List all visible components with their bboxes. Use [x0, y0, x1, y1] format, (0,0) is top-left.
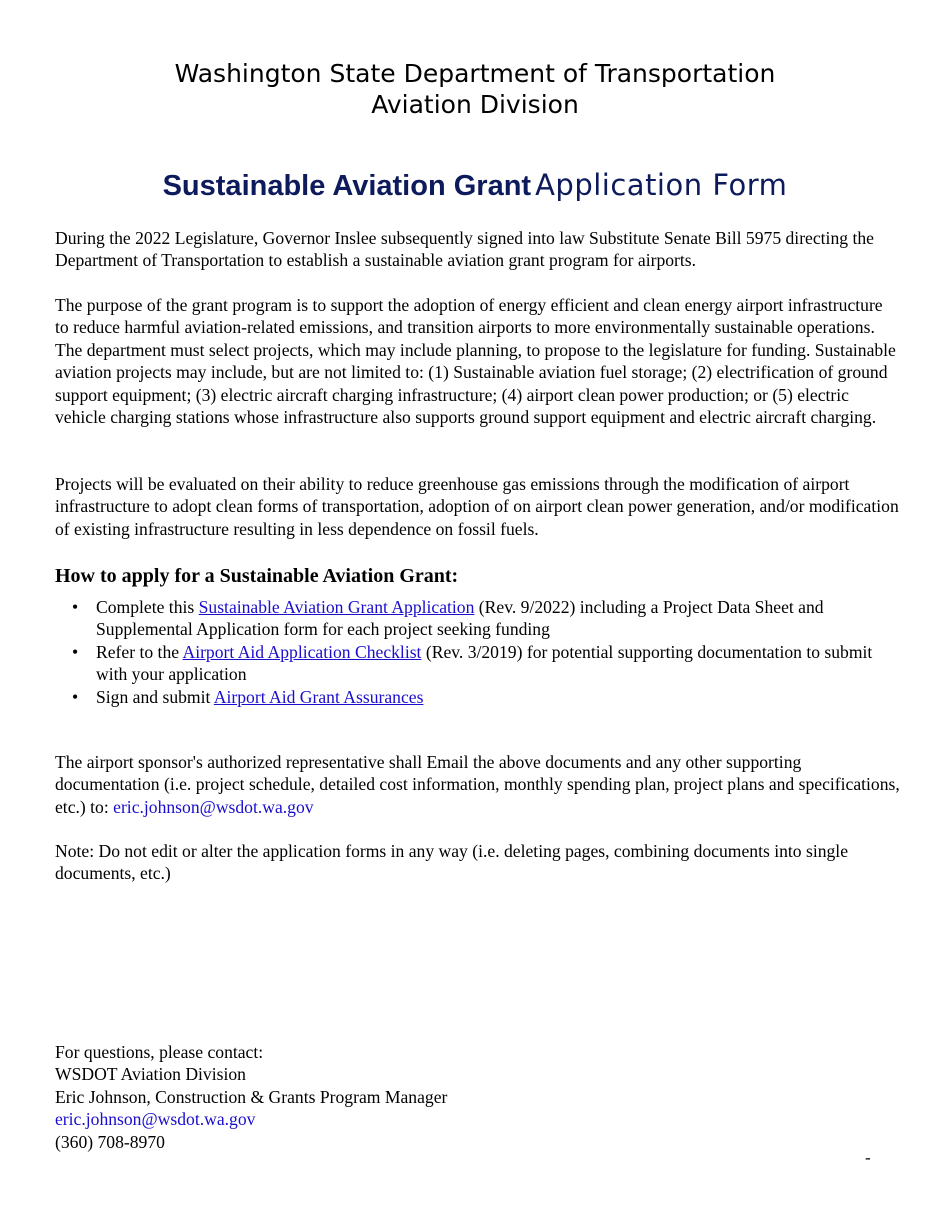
submission-paragraph [55, 751, 900, 818]
bullet-icon: • [72, 686, 79, 707]
evaluation-paragraph: Projects will be evaluated on their ability to reduce greenhouse gas emissions through the modification of airport infrastructure to adopt clean forms of transportation, adoption of on airport clean power generation, and/or modification of existing infrastructure resulting in less dependence on fossil fuels. [55, 474, 899, 539]
grant-assurances-link[interactable]: Airport Aid Grant Assurances [213, 686, 424, 707]
contact-org: WSDOT Aviation Division [55, 1064, 246, 1085]
form-title-rest: Application Form [535, 168, 788, 202]
intro-paragraph: During the 2022 Legislature, Governor Inslee subsequently signed into law Substitute Senate Bill 5975 directing the Department of Transportation to establish a sustainable aviation grant program for airports. [55, 228, 874, 271]
division-name: Aviation Division [371, 90, 579, 119]
contact-intro: For questions, please contact: [55, 1042, 264, 1062]
list-item-suffix: (Rev. 3/2019) for potential supporting documentation to submit with your application [96, 641, 873, 685]
footer-mark: - [865, 1148, 871, 1167]
list-item-prefix: Sign and submit [96, 686, 214, 707]
note-paragraph: Note: Do not edit or alter the application forms in any way (i.e. deleting pages, combining documents into single documents, etc.) [55, 841, 848, 884]
list-item [55, 596, 900, 641]
submission-email[interactable]: eric.johnson@wsdot.wa.gov [113, 796, 314, 817]
list-item-suffix: (Rev. 9/2022) including a Project Data Sheet and Supplemental Application form for each project seeking funding [96, 597, 824, 640]
contact-phone: (360) 708-8970 [55, 1131, 165, 1152]
purpose-paragraph: The purpose of the grant program is to support the adoption of energy efficient and clean energy airport infrastructure to reduce harmful aviation-related emissions, and transition airports to more environmentally sustainable operations. The department must select projects, which may include planning, to propose to the legislature for funding. Sustainable aviation projects may include, but are not limited to: (1) Sustainable aviation fuel storage; (2) electrification of ground support equipment; (3) electric aircraft charging infrastructure; (4) airport clean power production; or (5) electric vehicle charging stations whose infrastructure also supports ground support equipment and electric aircraft charging. [55, 295, 896, 428]
list-item-prefix: Refer to the [96, 641, 183, 662]
list-item [55, 686, 900, 708]
submission-text: The airport sponsor's authorized representative shall Email the above documents and any other supporting documentation (i.e. project schedule, detailed cost information, monthly spending plan, project plans and specifications, etc.) to: [55, 752, 900, 817]
contact-person: Eric Johnson, Construction & Grants Program Manager [55, 1086, 448, 1107]
how-to-apply-list [55, 596, 900, 708]
grant-application-link[interactable]: Sustainable Aviation Grant Application [198, 597, 475, 617]
form-title-bold: Sustainable Aviation Grant [162, 170, 532, 202]
list-item [55, 641, 900, 686]
agency-name: Washington State Department of Transportation [174, 59, 776, 88]
bullet-icon: • [72, 597, 79, 617]
contact-block [55, 1041, 447, 1153]
how-to-apply-heading: How to apply for a Sustainable Aviation Grant: [55, 565, 459, 587]
form-title [0, 168, 950, 203]
contact-email[interactable]: eric.johnson@wsdot.wa.gov [55, 1109, 256, 1130]
document-header [0, 58, 950, 120]
application-checklist-link[interactable]: Airport Aid Application Checklist [182, 641, 422, 662]
list-item-prefix: Complete this [96, 597, 199, 617]
bullet-icon: • [72, 641, 79, 662]
